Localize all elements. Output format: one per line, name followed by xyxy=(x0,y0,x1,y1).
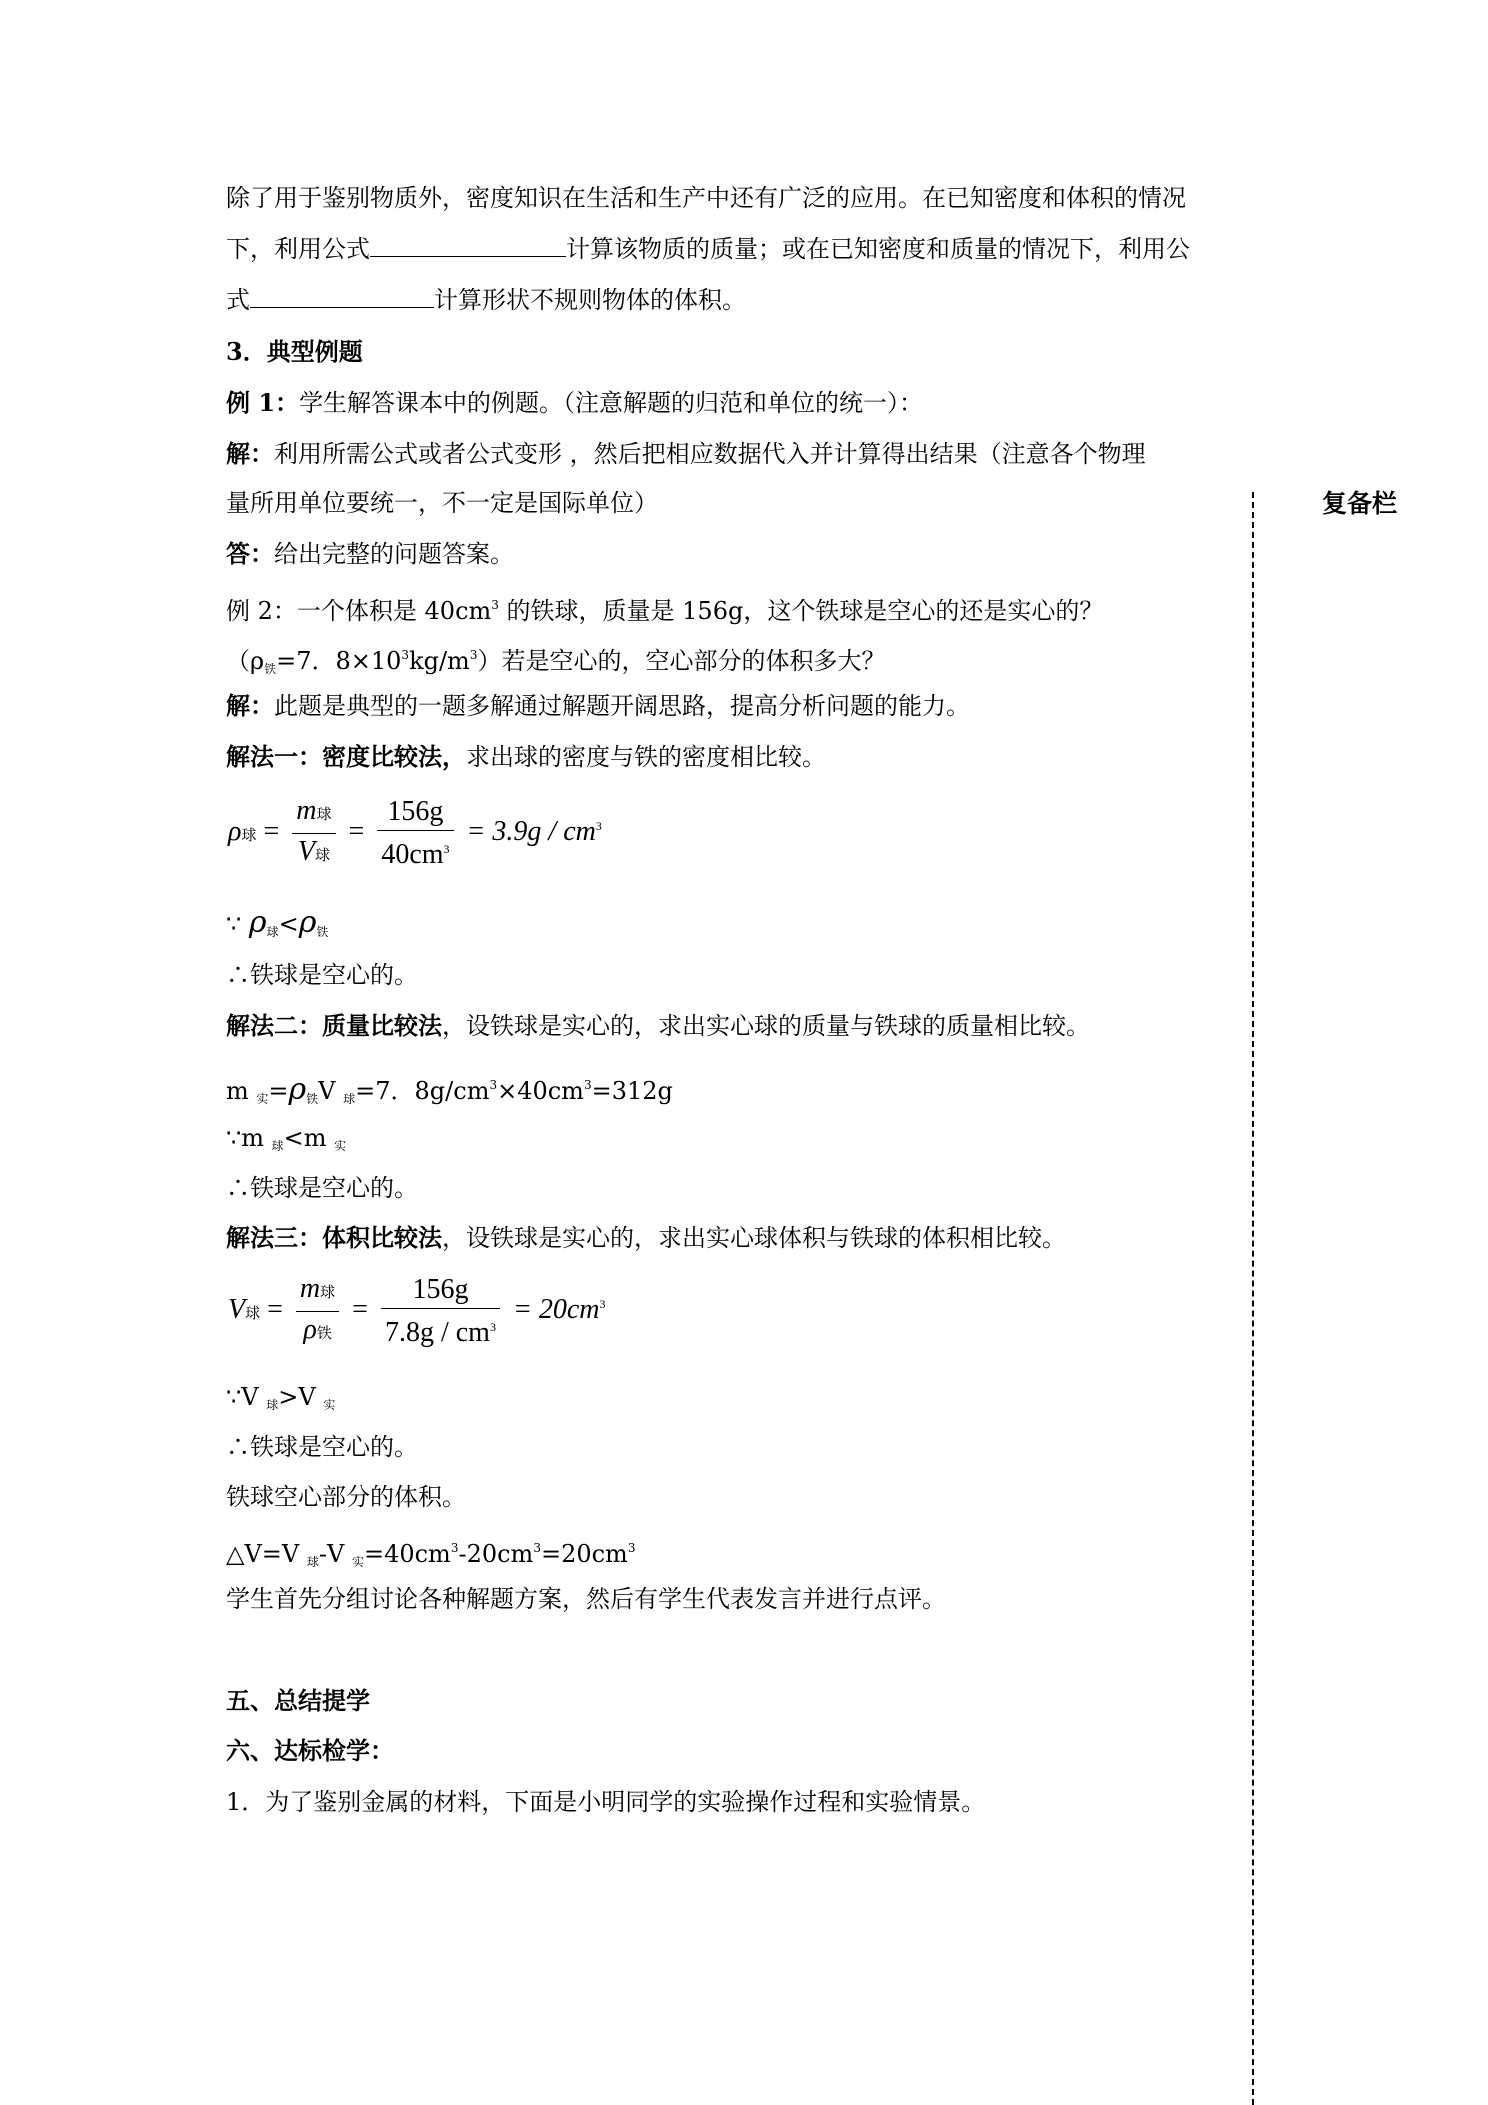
question-1: 1．为了鉴别金属的材料，下面是小明同学的实验操作过程和实验情景。 xyxy=(226,1788,986,1816)
example-2-line-1: 例 2：一个体积是 $40cm^3$ 的铁球，质量是 156g，这个铁球是空心的还是实心的？ xyxy=(226,597,1104,625)
example-1-answer-line: 答：给出完整的问题答案。 xyxy=(226,539,514,568)
example-1-line: 例 1：学生解答课本中的例题。（注意解题的归范和单位的统一）： xyxy=(226,388,924,417)
example-1-solution-line-1: 解：利用所需公式或者公式变形 ，然后把相应数据代入并计算得出结果（注意各个物理 xyxy=(226,439,1146,468)
method-3-comparison: ∵V $_球$>V $_实$ xyxy=(226,1383,336,1412)
example-2-solution-line: 解：此题是典型的一题多解通过解题开阔思路，提高分析问题的能力。 xyxy=(226,691,970,720)
method-3-heading: 解法三：体积比较法，设铁球是实心的，求出实心球体积与铁球的体积相比较。 xyxy=(226,1223,1066,1252)
section-5-title: 五、总结提学 xyxy=(226,1686,370,1715)
example-1-solution-line-2: 量所用单位要统一，不一定是国际单位） xyxy=(226,489,658,517)
method-2-comparison: ∵m $_球$<m $_实$ xyxy=(226,1124,347,1153)
margin-divider xyxy=(1252,492,1254,2105)
formula-blank-volume[interactable] xyxy=(250,285,434,308)
method-2-calculation: m $_实=\rho_铁V$ $_球$=7．$8g/cm^3\times 40cm^3=312g$ xyxy=(226,1072,673,1107)
method-2-conclusion: ∴铁球是空心的。 xyxy=(226,1174,418,1202)
method-1-density-equation: ρ球 = $\frac{\text{m球}}{\text{V球}}$ = $\frac{156g}{40cm^3}$ = $3.9g / cm^3$ xyxy=(228,795,602,870)
section-6-title: 六、达标检学： xyxy=(226,1736,394,1765)
method-3-conclusion: ∴铁球是空心的。 xyxy=(226,1433,418,1461)
para-line-1: 除了用于鉴别物质外，密度知识在生活和生产中还有广泛的应用。在已知密度和体积的情况 xyxy=(226,184,1186,212)
hollow-volume-calculation: △V=V $_球$-V $_实=40cm^3-20cm^3=20cm^3$ xyxy=(226,1540,636,1569)
para-line-3: 式 计算形状不规则物体的体积。 xyxy=(226,286,746,314)
example-2-line-2: （$\rho_铁=7$．$8\times 10^3kg/m^3$）若是空心的，空心部分的体积多大？ xyxy=(226,647,886,676)
hollow-volume-label: 铁球空心部分的体积。 xyxy=(226,1483,466,1511)
para-line-2: 下，利用公式 计算该物质的质量；或在已知密度和质量的情况下，利用公 xyxy=(226,235,1190,263)
formula-blank-mass[interactable] xyxy=(370,234,566,257)
discussion-line: 学生首先分组讨论各种解题方案，然后有学生代表发言并进行点评。 xyxy=(226,1585,946,1613)
section-3-title: 3．典型例题 xyxy=(226,337,363,366)
method-1-comparison: ∵ $\rho_球<\rho_铁$ xyxy=(226,905,329,940)
review-column-label: 复备栏 xyxy=(1322,489,1398,518)
method-1-heading: 解法一：密度比较法，求出球的密度与铁的密度相比较。 xyxy=(226,742,826,771)
method-2-heading: 解法二：质量比较法，设铁球是实心的，求出实心球的质量与铁球的质量相比较。 xyxy=(226,1011,1090,1040)
method-1-conclusion: ∴铁球是空心的。 xyxy=(226,961,418,989)
method-3-volume-equation: V球 = $\frac{\text{m球}}{\text{ρ铁}}$ = $\frac{156g}{7.8g / cm^3}$ = $20cm^3$ xyxy=(228,1273,606,1348)
